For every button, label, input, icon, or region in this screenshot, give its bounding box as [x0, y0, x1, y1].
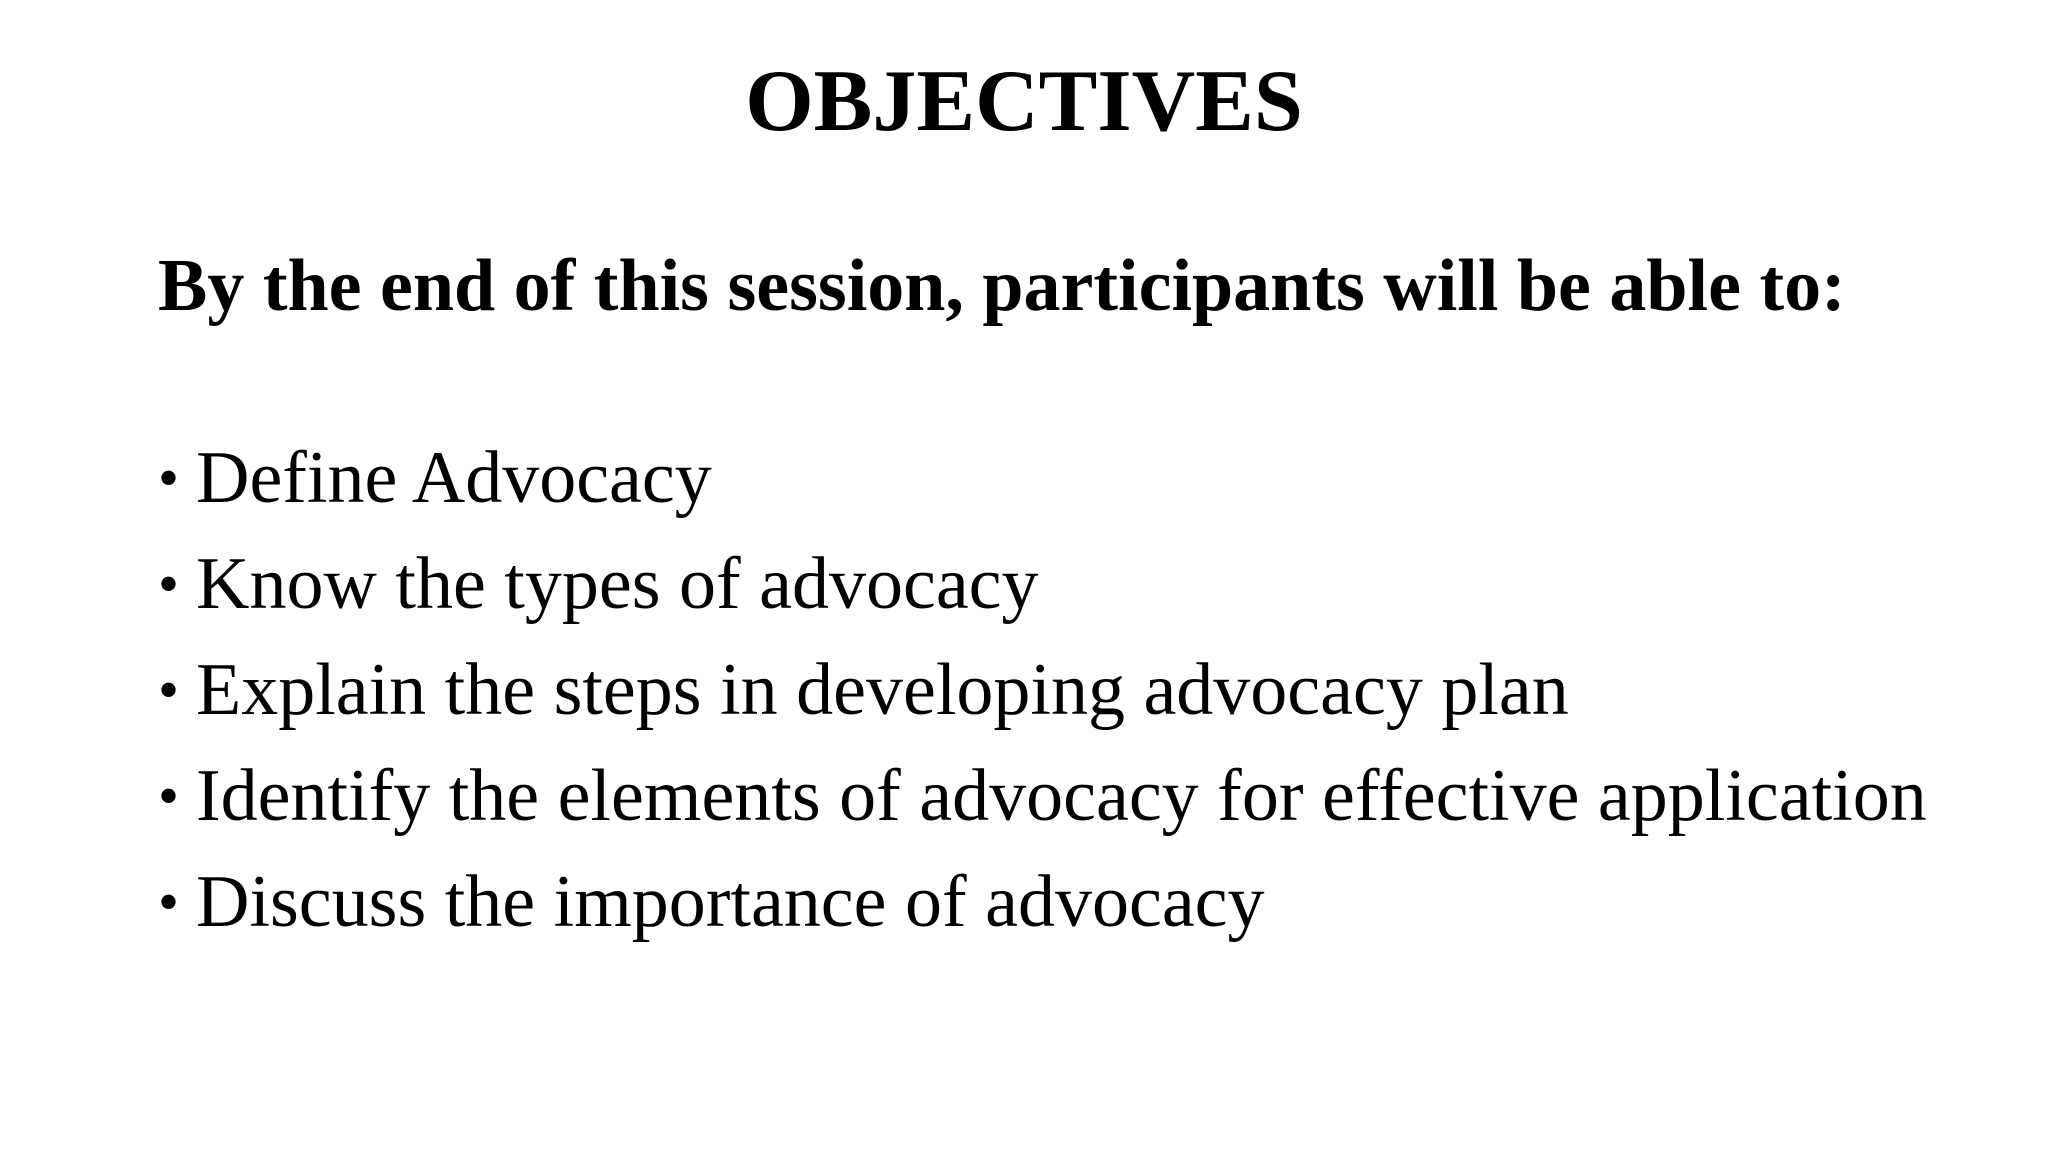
objective-text: Know the types of advocacy — [196, 543, 1039, 625]
list-item — [158, 544, 1938, 624]
objective-text: Define Advocacy — [196, 437, 712, 519]
slide-title: OBJECTIVES — [745, 53, 1303, 150]
bullet-icon: • — [158, 869, 180, 935]
list-item — [158, 650, 1938, 730]
intro-text: By the end of this session, participants will be able to: — [158, 245, 1846, 327]
objectives-list — [158, 438, 1938, 968]
bullet-icon: • — [158, 445, 180, 511]
bullet-icon: • — [158, 657, 180, 723]
objective-text: Identify the elements of advocacy for effective application — [196, 755, 1927, 837]
bullet-icon: • — [158, 551, 180, 617]
objective-text: Explain the steps in developing advocacy plan — [196, 649, 1569, 731]
list-item — [158, 438, 1938, 518]
list-item — [158, 862, 1938, 942]
bullet-icon: • — [158, 763, 180, 829]
objective-text: Discuss the importance of advocacy — [196, 861, 1265, 943]
list-item — [158, 756, 1938, 836]
